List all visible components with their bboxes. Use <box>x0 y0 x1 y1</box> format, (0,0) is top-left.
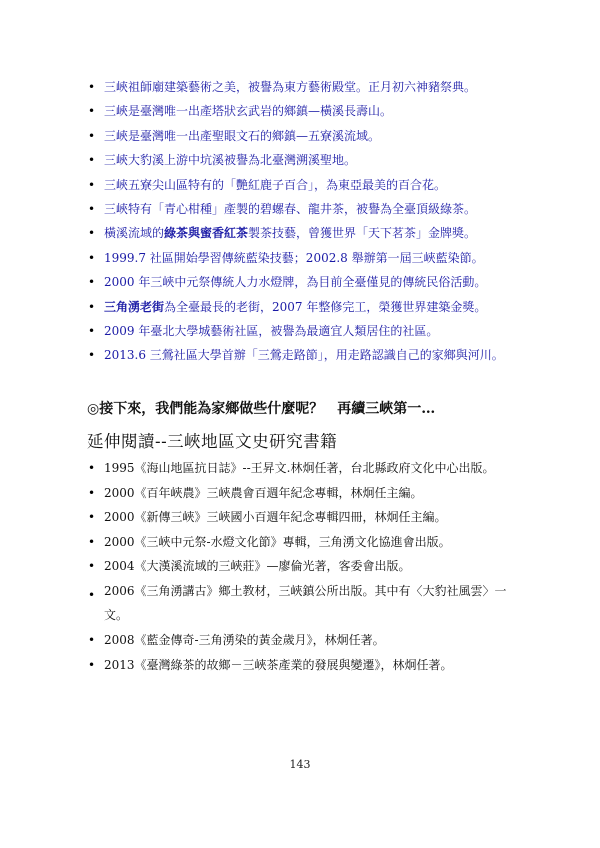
highlight-text: 2000 年三峽中元祭傳統人力水燈牌，為目前全臺僅見的傳統民俗活動。 <box>104 275 487 290</box>
bullet-icon: • <box>88 461 96 475</box>
bullet-icon: • <box>88 201 96 216</box>
page-number: 143 <box>289 758 311 771</box>
book-text: 2006《三角湧講古》鄉土教材，三峽鎮公所出版。其中有〈大豹社風雲〉一文。 <box>104 583 507 622</box>
highlight-text: 三峽是臺灣唯一出產塔狀玄武岩的鄉鎮—橫溪長壽山。 <box>104 104 393 119</box>
bullet-icon: • <box>88 153 96 168</box>
bullet-icon: • <box>88 299 96 314</box>
book-item <box>0 534 600 550</box>
highlight-item <box>0 323 600 347</box>
bullet-icon: • <box>88 250 96 265</box>
highlight-item <box>0 79 600 103</box>
book-text: 2008《藍金傳奇-三角湧染的黃金歲月》，林炯任著。 <box>104 633 385 647</box>
bullet-icon: • <box>88 128 96 143</box>
bullet-icon: • <box>88 534 96 549</box>
bullet-icon: • <box>88 633 96 647</box>
highlight-emphasis: 三角湧老街 <box>104 299 165 314</box>
highlight-item <box>0 152 600 176</box>
bullet-icon: • <box>88 559 96 573</box>
bullet-icon: • <box>88 657 96 672</box>
highlight-item <box>0 128 600 152</box>
further-reading-title: 延伸閱讀--三峽地區文史研究書籍 <box>87 432 338 451</box>
highlight-item <box>0 177 600 201</box>
book-item <box>0 657 600 673</box>
highlight-item <box>0 103 600 127</box>
bullet-icon: • <box>88 510 96 524</box>
bullet-icon: • <box>88 177 96 192</box>
highlight-text: 為全臺最長的老街，2007 年整修完工，榮獲世界建築金獎。 <box>164 299 487 314</box>
highlight-item <box>0 225 600 249</box>
highlight-item <box>0 299 600 323</box>
book-item <box>0 558 600 574</box>
highlight-text: 三峽特有「青心柑種」產製的碧螺春、龍井茶，被譽為全臺頂級綠茶。 <box>104 201 477 216</box>
highlight-text: 三峽大豹溪上游中坑溪被譽為北臺灣溯溪聖地。 <box>104 153 357 168</box>
highlight-text: 製茶技藝，曾獲世界「天下茗茶」金牌獎。 <box>248 226 477 241</box>
highlight-item <box>0 274 600 298</box>
bullet-icon: • <box>88 275 96 290</box>
book-text: 2000《三峽中元祭-水燈文化節》專輯，三角湧文化協進會出版。 <box>104 534 451 549</box>
question-heading: ◎接下來，我們能為家鄉做些什麼呢？ 再續三峽第一… <box>87 401 436 417</box>
book-item <box>0 579 600 628</box>
bullet-icon: • <box>88 104 96 119</box>
highlight-emphasis: 綠茶與蜜香紅茶 <box>164 226 249 241</box>
highlight-item <box>0 347 600 371</box>
highlight-text: 1999.7 社區開始學習傳統藍染技藝；2002.8 舉辦第一屆三峽藍染節。 <box>104 250 484 265</box>
highlight-text: 2009 年臺北大學城藝術社區，被譽為最適宜人類居住的社區。 <box>104 323 439 338</box>
book-item <box>0 460 600 476</box>
bullet-icon: • <box>88 485 96 500</box>
highlight-text: 橫溪流域的 <box>104 226 165 241</box>
highlight-text: 2013.6 三鶯社區大學首辦「三鶯走路節」，用走路認識自己的家鄉與河川。 <box>104 348 504 363</box>
book-text: 2000《百年峽農》三峽農會百週年紀念專輯，林炯任主編。 <box>104 485 423 500</box>
books-list <box>0 460 600 681</box>
bullet-icon: • <box>88 587 96 602</box>
highlight-text: 三峽祖師廟建築藝術之美，被譽為東方藝術殿堂。正月初六神豬祭典。 <box>104 80 477 94</box>
highlight-text: 三峽是臺灣唯一出產聖眼文石的鄉鎮—五寮溪流域。 <box>104 128 381 143</box>
book-text: 1995《海山地區抗日誌》--王昇文.林炯任著，台北縣政府文化中心出版。 <box>104 461 495 475</box>
bullet-icon: • <box>88 348 96 363</box>
book-item <box>0 632 600 648</box>
highlight-item <box>0 250 600 274</box>
bullet-icon: • <box>88 226 96 241</box>
book-item <box>0 509 600 525</box>
book-text: 2013《臺灣綠茶的故鄉－三峽茶產業的發展與變遷》，林炯任著。 <box>104 657 453 672</box>
highlights-list <box>0 79 600 372</box>
book-text: 2000《新傳三峽》三峽國小百週年紀念專輯四冊，林炯任主編。 <box>104 510 447 524</box>
highlight-item <box>0 201 600 225</box>
bullet-icon: • <box>88 80 96 94</box>
book-item <box>0 485 600 501</box>
bullet-icon: • <box>88 323 96 338</box>
highlight-text: 三峽五寮尖山區特有的「艷紅鹿子百合」，為東亞最美的百合花。 <box>104 177 447 192</box>
book-text: 2004《大漢溪流域的三峽莊》—廖倫光著，客委會出版。 <box>104 559 411 573</box>
